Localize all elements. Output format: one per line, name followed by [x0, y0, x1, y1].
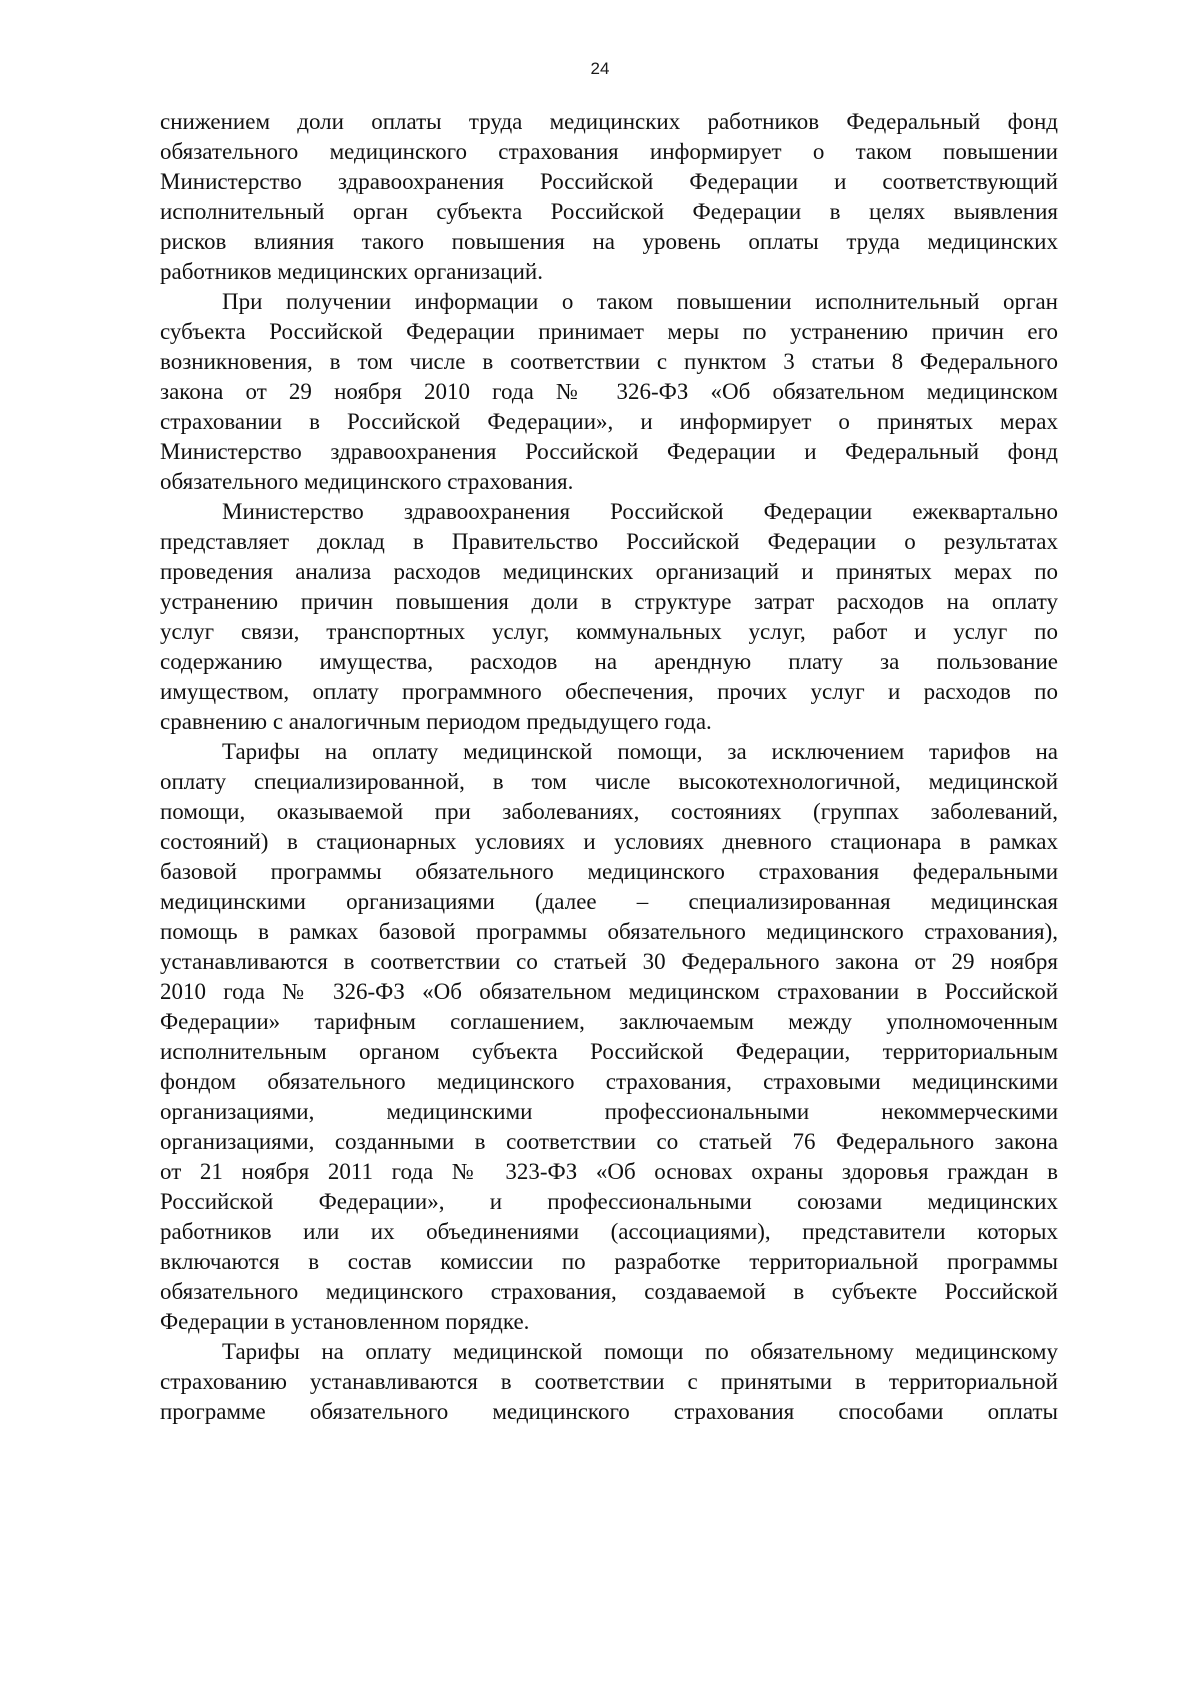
text-line: организациями, медицинскими профессиональными некоммерческими	[160, 1099, 1058, 1124]
text-line: Министерство здравоохранения Российской Федерации и Федеральный фонд	[160, 439, 1058, 464]
text-line: рисков влияния такого повышения на уровень оплаты труда медицинских	[160, 229, 1058, 254]
paragraph	[160, 107, 1058, 287]
text-line: сравнению с аналогичным периодом предыдущего года.	[160, 709, 712, 734]
text-line: Тарифы на оплату медицинской помощи по обязательному медицинскому	[222, 1339, 1058, 1364]
text-line: исполнительным органом субъекта Российской Федерации, территориальным	[160, 1039, 1058, 1064]
text-line: закона от 29 ноября 2010 года № 326-ФЗ «Об обязательном медицинском	[160, 379, 1058, 404]
text-line: состояний) в стационарных условиях и условиях дневного стационара в рамках	[160, 829, 1058, 854]
text-line: обязательного медицинского страхования.	[160, 469, 574, 494]
paragraph	[160, 737, 1058, 1337]
text-line: представляет доклад в Правительство Российской Федерации о результатах	[160, 529, 1058, 554]
body-text	[160, 107, 1058, 1427]
text-line: оплату специализированной, в том числе высокотехнологичной, медицинской	[160, 769, 1058, 794]
text-line: возникновения, в том числе в соответствии с пунктом 3 статьи 8 Федерального	[160, 349, 1058, 374]
text-line: Федерации» тарифным соглашением, заключаемым между уполномоченным	[160, 1009, 1058, 1034]
text-line: Министерство здравоохранения Российской Федерации и соответствующий	[160, 169, 1058, 194]
text-line: При получении информации о таком повышении исполнительный орган	[222, 289, 1058, 314]
text-line: исполнительный орган субъекта Российской Федерации в целях выявления	[160, 199, 1058, 224]
text-line: Российской Федерации», и профессиональными союзами медицинских	[160, 1189, 1058, 1214]
text-line: страховании в Российской Федерации», и информирует о принятых мерах	[160, 409, 1058, 434]
text-line: медицинскими организациями (далее – специализированная медицинская	[160, 889, 1058, 914]
text-line: Министерство здравоохранения Российской Федерации ежеквартально	[222, 499, 1058, 524]
text-line: Федерации в установленном порядке.	[160, 1309, 530, 1334]
text-line: снижением доли оплаты труда медицинских работников Федеральный фонд	[160, 109, 1058, 134]
text-line: устанавливаются в соответствии со статьей 30 Федерального закона от 29 ноября	[160, 949, 1058, 974]
text-line: субъекта Российской Федерации принимает меры по устранению причин его	[160, 319, 1058, 344]
text-line: обязательного медицинского страхования, создаваемой в субъекте Российской	[160, 1279, 1058, 1304]
text-line: работников медицинских организаций.	[160, 259, 543, 284]
text-line: организациями, созданными в соответствии со статьей 76 Федерального закона	[160, 1129, 1058, 1154]
text-line: программе обязательного медицинского страхования способами оплаты	[160, 1399, 1058, 1424]
text-line: услуг связи, транспортных услуг, коммунальных услуг, работ и услуг по	[160, 619, 1058, 644]
text-line: Тарифы на оплату медицинской помощи, за исключением тарифов на	[222, 739, 1058, 764]
text-line: имуществом, оплату программного обеспечения, прочих услуг и расходов по	[160, 679, 1058, 704]
text-line: страхованию устанавливаются в соответствии с принятыми в территориальной	[160, 1369, 1058, 1394]
paragraph	[160, 287, 1058, 497]
paragraph	[160, 497, 1058, 737]
text-line: работников или их объединениями (ассоциациями), представители которых	[160, 1219, 1058, 1244]
paragraph	[160, 1337, 1058, 1427]
text-line: помощи, оказываемой при заболеваниях, состояниях (группах заболеваний,	[160, 799, 1058, 824]
text-line: содержанию имущества, расходов на арендную плату за пользование	[160, 649, 1058, 674]
text-line: помощь в рамках базовой программы обязательного медицинского страхования),	[160, 919, 1058, 944]
text-line: фондом обязательного медицинского страхования, страховыми медицинскими	[160, 1069, 1058, 1094]
text-line: базовой программы обязательного медицинского страхования федеральными	[160, 859, 1058, 884]
text-line: проведения анализа расходов медицинских организаций и принятых мерах по	[160, 559, 1058, 584]
text-line: включаются в состав комиссии по разработке территориальной программы	[160, 1249, 1058, 1274]
text-line: обязательного медицинского страхования информирует о таком повышении	[160, 139, 1058, 164]
page-number: 24	[590, 59, 610, 78]
text-line: 2010 года № 326-ФЗ «Об обязательном медицинском страховании в Российской	[160, 979, 1058, 1004]
text-line: устранению причин повышения доли в структуре затрат расходов на оплату	[160, 589, 1058, 614]
text-line: от 21 ноября 2011 года № 323-ФЗ «Об основах охраны здоровья граждан в	[160, 1159, 1058, 1184]
